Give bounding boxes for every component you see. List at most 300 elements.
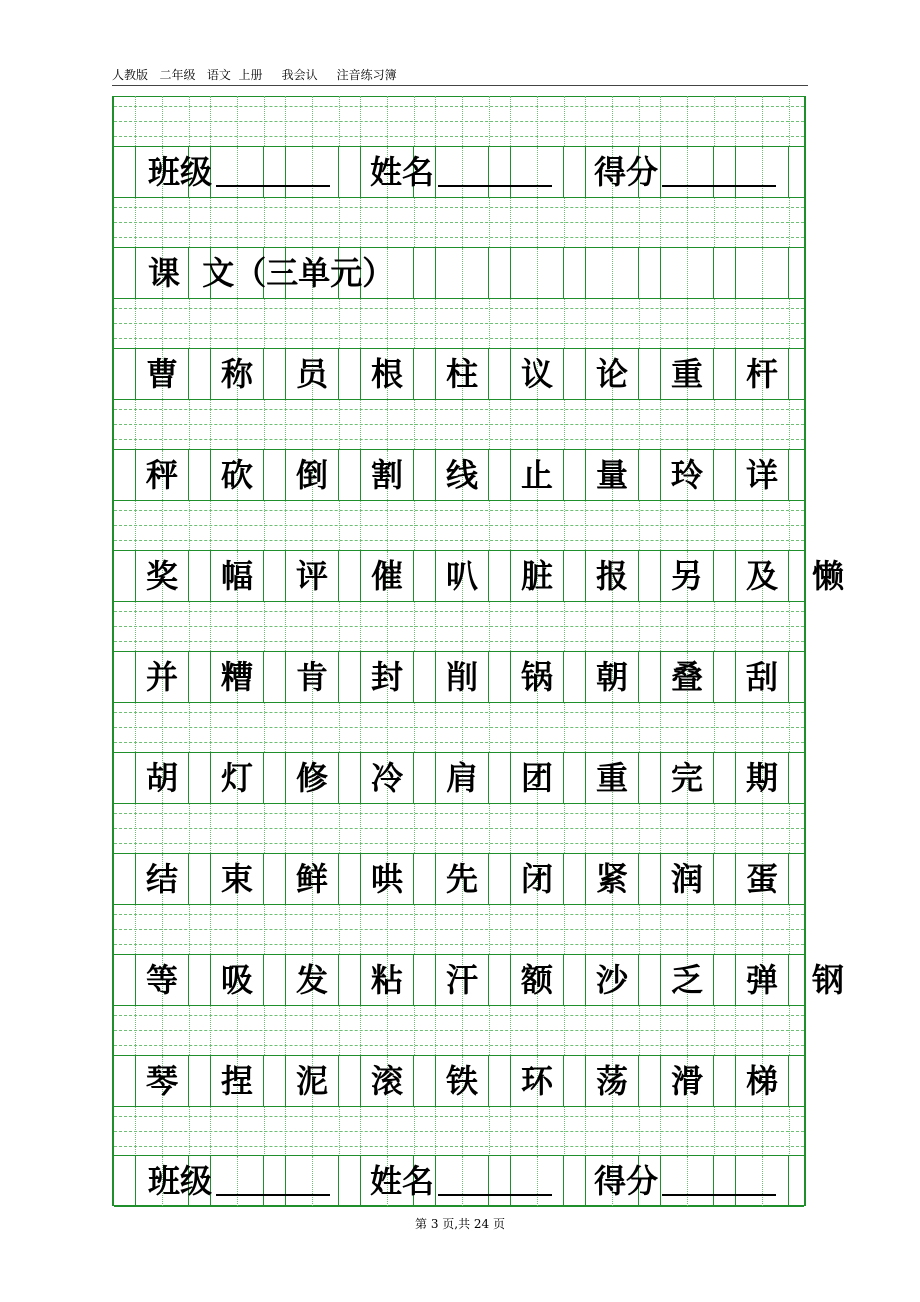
guide-dot-line [510, 702, 511, 752]
practice-character: 蛋 [745, 860, 778, 898]
guide-dot-line [162, 399, 163, 449]
guide-dot-line [285, 1005, 286, 1055]
practice-character: 员 [295, 355, 328, 393]
practice-character: 汗 [445, 961, 478, 999]
guide-dot-line [789, 1106, 790, 1156]
char-box-midline [312, 1156, 313, 1206]
char-box [210, 147, 264, 197]
guide-dot-line [510, 1005, 511, 1055]
guide-dot-line [735, 1005, 736, 1055]
practice-character: 及 [745, 557, 778, 595]
guide-line [114, 843, 804, 844]
guide-dot-line [564, 601, 565, 651]
lesson-title: 课 文（三单元） [148, 254, 395, 292]
guide-dot-line [210, 96, 211, 146]
guide-dot-line [462, 96, 463, 146]
guide-dot-line [612, 298, 613, 348]
practice-character: 报 [595, 557, 628, 595]
guide-line [114, 207, 804, 208]
guide-dot-line [189, 500, 190, 550]
guide-dot-line [714, 601, 715, 651]
char-box [585, 248, 639, 298]
guide-dot-line [612, 1005, 613, 1055]
guide-dot-line [414, 197, 415, 247]
practice-character: 额 [520, 961, 553, 999]
practice-character: 肯 [295, 658, 328, 696]
class-blank[interactable] [216, 1194, 330, 1196]
guide-dot-line [387, 601, 388, 651]
practice-character: 议 [520, 355, 553, 393]
guide-line [114, 1116, 804, 1117]
guide-dot-line [237, 702, 238, 752]
header-rule [112, 85, 808, 86]
guide-dot-line [789, 904, 790, 954]
guide-dot-line [639, 96, 640, 146]
guide-dot-line [537, 601, 538, 651]
guide-dot-line [660, 298, 661, 348]
guide-line [114, 136, 804, 137]
practice-character: 期 [745, 759, 778, 797]
guide-dot-line [387, 197, 388, 247]
practice-gap [114, 904, 804, 954]
practice-gap [114, 298, 804, 348]
guide-dot-line [339, 904, 340, 954]
practice-character: 滚 [370, 1062, 403, 1100]
practice-character: 粘 [370, 961, 403, 999]
char-box [435, 248, 489, 298]
guide-dot-line [537, 298, 538, 348]
guide-dot-line [435, 399, 436, 449]
guide-dot-line [162, 601, 163, 651]
guide-dot-line [714, 803, 715, 853]
guide-dot-line [639, 298, 640, 348]
guide-dot-line [435, 197, 436, 247]
practice-character: 冷 [370, 759, 403, 797]
char-row [114, 853, 804, 905]
guide-dot-line [639, 1005, 640, 1055]
guide-dot-line [312, 399, 313, 449]
guide-dot-line [285, 96, 286, 146]
guide-dot-line [189, 298, 190, 348]
practice-character: 泥 [295, 1062, 328, 1100]
guide-dot-line [339, 399, 340, 449]
guide-dot-line [612, 197, 613, 247]
guide-dot-line [339, 500, 340, 550]
guide-dot-line [237, 1005, 238, 1055]
practice-character: 奖 [145, 557, 178, 595]
guide-dot-line [660, 500, 661, 550]
guide-dot-line [687, 96, 688, 146]
guide-dot-line [789, 500, 790, 550]
guide-dot-line [237, 803, 238, 853]
guide-dot-line [360, 197, 361, 247]
practice-character: 幅 [220, 557, 253, 595]
guide-dot-line [237, 298, 238, 348]
guide-line [114, 929, 804, 930]
guide-dot-line [360, 702, 361, 752]
guide-line [114, 914, 804, 915]
practice-gap [114, 1106, 804, 1156]
guide-dot-line [339, 1106, 340, 1156]
guide-dot-line [735, 197, 736, 247]
guide-line [114, 727, 804, 728]
guide-dot-line [660, 1005, 661, 1055]
guide-dot-line [735, 601, 736, 651]
char-box [435, 1156, 489, 1206]
page-header: 人教版 二年级 语文 上册 我会认 注音练习簿 [112, 68, 397, 82]
practice-gap [114, 601, 804, 651]
guide-dot-line [210, 197, 211, 247]
guide-dot-line [264, 298, 265, 348]
guide-dot-line [210, 803, 211, 853]
guide-dot-line [135, 803, 136, 853]
guide-line [114, 338, 804, 339]
guide-line [114, 237, 804, 238]
practice-character: 发 [295, 961, 328, 999]
practice-character: 钢 [811, 961, 844, 999]
guide-dot-line [639, 197, 640, 247]
class-label: 班级 [148, 153, 213, 191]
guide-dot-line [585, 803, 586, 853]
guide-dot-line [210, 500, 211, 550]
name-blank[interactable] [438, 1194, 552, 1196]
practice-gap [114, 399, 804, 449]
guide-dot-line [612, 803, 613, 853]
guide-dot-line [264, 702, 265, 752]
guide-dot-line [585, 702, 586, 752]
score-blank[interactable] [662, 185, 776, 187]
guide-dot-line [639, 1106, 640, 1156]
guide-dot-line [585, 96, 586, 146]
guide-dot-line [564, 298, 565, 348]
guide-dot-line [612, 399, 613, 449]
guide-dot-line [135, 298, 136, 348]
practice-character: 封 [370, 658, 403, 696]
practice-character: 重 [595, 759, 628, 797]
guide-dot-line [162, 1005, 163, 1055]
guide-line [114, 106, 804, 107]
practice-character: 铁 [445, 1062, 478, 1100]
guide-dot-line [189, 96, 190, 146]
char-box [285, 1156, 339, 1206]
guide-dot-line [312, 96, 313, 146]
practice-character: 润 [670, 860, 703, 898]
practice-character: 完 [670, 759, 703, 797]
guide-dot-line [135, 1106, 136, 1156]
guide-dot-line [564, 1005, 565, 1055]
guide-dot-line [210, 1005, 211, 1055]
guide-dot-line [762, 601, 763, 651]
guide-line [114, 308, 804, 309]
guide-dot-line [612, 1106, 613, 1156]
guide-dot-line [162, 904, 163, 954]
guide-dot-line [387, 1005, 388, 1055]
guide-dot-line [135, 1005, 136, 1055]
guide-dot-line [612, 904, 613, 954]
guide-dot-line [660, 1106, 661, 1156]
guide-dot-line [210, 904, 211, 954]
guide-dot-line [189, 399, 190, 449]
guide-dot-line [189, 702, 190, 752]
guide-dot-line [285, 1106, 286, 1156]
guide-dot-line [510, 298, 511, 348]
practice-character: 柱 [445, 355, 478, 393]
guide-dot-line [462, 500, 463, 550]
guide-dot-line [339, 803, 340, 853]
guide-dot-line [435, 1106, 436, 1156]
guide-dot-line [660, 803, 661, 853]
guide-line [114, 510, 804, 511]
name-label: 姓名 [370, 153, 435, 191]
class-blank[interactable] [216, 185, 330, 187]
practice-character: 量 [595, 456, 628, 494]
char-box [735, 248, 789, 298]
guide-dot-line [612, 96, 613, 146]
guide-dot-line [660, 702, 661, 752]
guide-dot-line [360, 803, 361, 853]
practice-character: 玲 [670, 456, 703, 494]
guide-dot-line [510, 803, 511, 853]
char-box-midline [312, 147, 313, 197]
practice-character: 束 [220, 860, 253, 898]
guide-dot-line [237, 601, 238, 651]
guide-dot-line [585, 904, 586, 954]
info-row-bottom [114, 1155, 804, 1207]
guide-dot-line [264, 803, 265, 853]
guide-dot-line [687, 1005, 688, 1055]
guide-dot-line [387, 399, 388, 449]
guide-dot-line [414, 1005, 415, 1055]
name-blank[interactable] [438, 185, 552, 187]
guide-dot-line [162, 197, 163, 247]
guide-dot-line [462, 298, 463, 348]
practice-character: 止 [520, 456, 553, 494]
score-blank[interactable] [662, 1194, 776, 1196]
page-footer: 第 3 页,共 24 页 [415, 1217, 505, 1231]
char-box-midline [687, 1156, 688, 1206]
guide-dot-line [387, 500, 388, 550]
practice-character: 闭 [520, 860, 553, 898]
guide-dot-line [687, 601, 688, 651]
guide-dot-line [387, 702, 388, 752]
guide-dot-line [789, 1005, 790, 1055]
guide-dot-line [414, 96, 415, 146]
guide-dot-line [285, 298, 286, 348]
guide-dot-line [639, 500, 640, 550]
guide-dot-line [339, 96, 340, 146]
char-row [114, 651, 804, 703]
practice-gap [114, 702, 804, 752]
practice-character: 修 [295, 759, 328, 797]
guide-line [114, 409, 804, 410]
practice-character: 梯 [745, 1062, 778, 1100]
char-box [735, 147, 789, 197]
guide-dot-line [639, 702, 640, 752]
guide-dot-line [510, 601, 511, 651]
guide-dot-line [462, 601, 463, 651]
guide-dot-line [537, 1005, 538, 1055]
guide-dot-line [339, 1005, 340, 1055]
practice-character: 环 [520, 1062, 553, 1100]
guide-dot-line [264, 601, 265, 651]
guide-dot-line [585, 601, 586, 651]
guide-dot-line [714, 298, 715, 348]
guide-dot-line [537, 399, 538, 449]
guide-line [114, 813, 804, 814]
practice-character: 并 [145, 658, 178, 696]
guide-dot-line [585, 197, 586, 247]
guide-dot-line [435, 904, 436, 954]
guide-dot-line [687, 702, 688, 752]
guide-line [114, 424, 804, 425]
char-box-midline [762, 1156, 763, 1206]
guide-dot-line [360, 601, 361, 651]
guide-dot-line [714, 96, 715, 146]
guide-dot-line [189, 197, 190, 247]
guide-dot-line [489, 500, 490, 550]
guide-dot-line [714, 1005, 715, 1055]
guide-dot-line [285, 904, 286, 954]
practice-gap [114, 803, 804, 853]
guide-dot-line [612, 500, 613, 550]
guide-dot-line [237, 197, 238, 247]
guide-line [114, 712, 804, 713]
guide-dot-line [189, 803, 190, 853]
char-row [114, 449, 804, 501]
char-row [114, 954, 844, 1006]
guide-dot-line [789, 803, 790, 853]
practice-character: 称 [220, 355, 253, 393]
practice-character: 另 [670, 557, 703, 595]
practice-character: 紧 [595, 860, 628, 898]
guide-dot-line [789, 399, 790, 449]
guide-dot-line [387, 96, 388, 146]
guide-dot-line [735, 1106, 736, 1156]
guide-dot-line [687, 197, 688, 247]
guide-dot-line [414, 803, 415, 853]
guide-dot-line [537, 904, 538, 954]
guide-dot-line [387, 803, 388, 853]
practice-character: 哄 [370, 860, 403, 898]
guide-dot-line [264, 96, 265, 146]
practice-character: 懒 [811, 557, 844, 595]
guide-dot-line [762, 298, 763, 348]
guide-dot-line [537, 1106, 538, 1156]
guide-dot-line [585, 500, 586, 550]
guide-dot-line [414, 1106, 415, 1156]
practice-gap [114, 96, 804, 146]
guide-line [114, 439, 804, 440]
guide-dot-line [789, 197, 790, 247]
guide-dot-line [564, 96, 565, 146]
char-box [660, 147, 714, 197]
guide-dot-line [162, 803, 163, 853]
guide-dot-line [285, 601, 286, 651]
guide-dot-line [660, 601, 661, 651]
guide-dot-line [189, 1005, 190, 1055]
guide-dot-line [435, 500, 436, 550]
guide-dot-line [585, 298, 586, 348]
guide-line [114, 828, 804, 829]
guide-dot-line [789, 298, 790, 348]
guide-dot-line [312, 904, 313, 954]
practice-character: 结 [145, 860, 178, 898]
guide-line [114, 540, 804, 541]
guide-dot-line [414, 298, 415, 348]
char-box-midline [762, 147, 763, 197]
guide-dot-line [312, 197, 313, 247]
practice-character: 捏 [220, 1062, 253, 1100]
guide-dot-line [762, 500, 763, 550]
guide-dot-line [414, 904, 415, 954]
practice-gap [114, 197, 804, 247]
guide-dot-line [510, 399, 511, 449]
guide-dot-line [264, 197, 265, 247]
guide-dot-line [735, 500, 736, 550]
guide-dot-line [564, 803, 565, 853]
char-row [114, 752, 804, 804]
guide-dot-line [435, 96, 436, 146]
practice-character: 刮 [745, 658, 778, 696]
practice-character: 根 [370, 355, 403, 393]
guide-dot-line [285, 197, 286, 247]
guide-dot-line [312, 702, 313, 752]
guide-dot-line [312, 803, 313, 853]
guide-dot-line [462, 803, 463, 853]
guide-dot-line [585, 399, 586, 449]
title-row [114, 247, 804, 299]
guide-dot-line [237, 904, 238, 954]
guide-dot-line [162, 96, 163, 146]
char-box-midline [612, 248, 613, 298]
guide-dot-line [387, 1106, 388, 1156]
guide-dot-line [189, 601, 190, 651]
guide-dot-line [237, 1106, 238, 1156]
practice-character: 胡 [145, 759, 178, 797]
practice-character: 荡 [595, 1062, 628, 1100]
guide-dot-line [762, 803, 763, 853]
practice-character: 弹 [745, 961, 778, 999]
char-box [735, 1156, 789, 1206]
guide-dot-line [687, 803, 688, 853]
guide-dot-line [462, 197, 463, 247]
guide-dot-line [312, 298, 313, 348]
guide-dot-line [585, 1005, 586, 1055]
guide-dot-line [687, 399, 688, 449]
char-box-midline [687, 147, 688, 197]
guide-dot-line [462, 399, 463, 449]
guide-dot-line [714, 500, 715, 550]
guide-dot-line [639, 399, 640, 449]
guide-dot-line [639, 803, 640, 853]
guide-dot-line [462, 1005, 463, 1055]
guide-dot-line [714, 904, 715, 954]
guide-dot-line [735, 298, 736, 348]
practice-character: 秤 [145, 456, 178, 494]
guide-dot-line [489, 702, 490, 752]
guide-dot-line [435, 601, 436, 651]
practice-character: 灯 [220, 759, 253, 797]
practice-character: 割 [370, 456, 403, 494]
practice-character: 削 [445, 658, 478, 696]
guide-line [114, 944, 804, 945]
practice-character: 等 [145, 961, 178, 999]
guide-line [114, 323, 804, 324]
guide-dot-line [789, 601, 790, 651]
guide-dot-line [414, 601, 415, 651]
char-row [114, 550, 844, 602]
guide-dot-line [162, 702, 163, 752]
